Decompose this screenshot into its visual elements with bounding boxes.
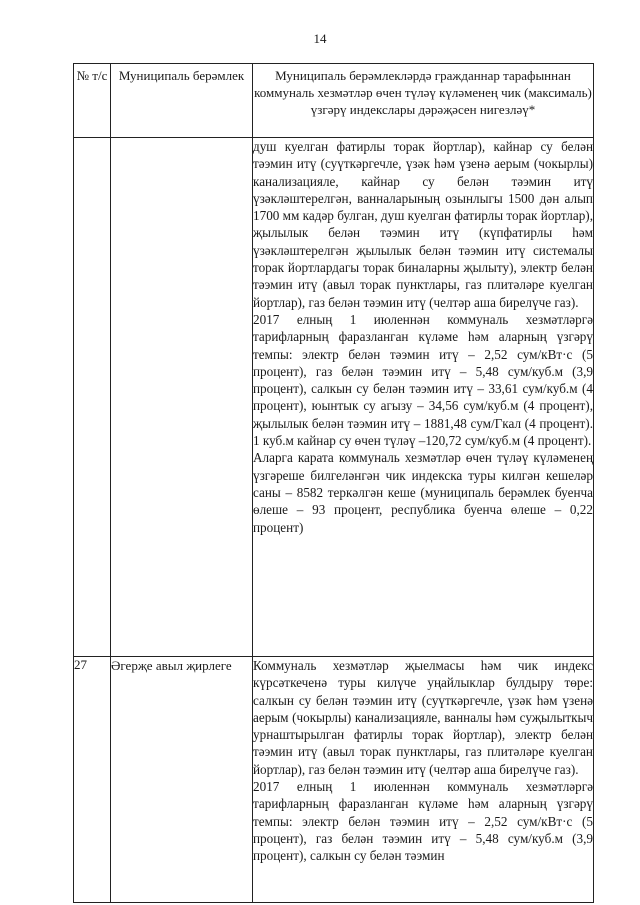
header-description: Муниципаль берәмлекләрдә гражданнар тарафыннан коммуналь хезмәтләр өчен түләү күләменең чик (максималь) үзгәрү индекслары дәрәҗәсен нигезләү* (253, 64, 594, 138)
row-description (253, 657, 594, 903)
paragraph: душ куелган фатирлы торак йортлар), кайнар су белән тәэмин итү (суүткәргечле, үзәк һәм үзенә аерым (чокырлы) канализацияле, кайнар су белән тәэмин итү үзәкләштерелгән, ванналарының озынлыгы 1500 дән алып 1700 мм кадәр булган, душ куелган фатирлы торак йортлар), җылылык белән тәэмин итү (күпфатирлы һәм үзәкләштерелгән җылылык белән тәэмин итү системалы торак йортлардагы торак биналарны җылыту), электр белән тәэмин итү (авыл торак пунктлары, газ плитәләре куелган йортлар), газ белән тәэмин итү (челтәр аша бирелүче газ). (253, 139, 593, 310)
table-header-row (74, 64, 594, 138)
row-municipality: Әгерҗе авыл җирлеге (111, 657, 253, 903)
row-description (253, 138, 594, 657)
paragraph: Коммуналь хезмәтләр җыелмасы һәм чик индекс күрсәткеченә туры килүче уңайлыклар булдыру төре: салкын су белән тәэмин итү (суүткәргечле, үзәк һәм үзенә аерым (чокырлы) канализацияле, ванналы һәм суҗылыткыч урнаштырылган фатирлы торак йортлар), электр белән тәэмин итү (авыл торак пунктлары, газ плитәләре куелган йортлар), газ белән тәэмин итү (челтәр аша бирелүче газ). (253, 658, 593, 777)
document-table (73, 63, 594, 903)
paragraph: Аларга карата коммуналь хезмәтләр өчен түләү күләменең үзгәреше билгеләнгән чик индекска туры килгән кешеләр саны – 8582 теркәлгән кеше (муниципаль берәмлек буенча өлеше – 93 процент, республика буенча өлеше – 0,22 процент) (253, 450, 593, 535)
header-number: № т/с (74, 64, 111, 138)
table-row (74, 657, 594, 903)
header-municipality: Муниципаль берәмлек (111, 64, 253, 138)
table-row (74, 138, 594, 657)
row-municipality (111, 138, 253, 657)
paragraph: 2017 елның 1 июленнән коммуналь хезмәтләргә тарифларның фаразланган күләме һәм аларның үзгәрү темпы: электр белән тәэмин итү – 2,52 сум/кВт·с (5 процент), газ белән тәэмин итү – 5,48 сум/куб.м (3,9 процент), салкын су белән тәэмин итү – 33,61 сум/куб.м (4 процент), юынтык су агызу – 34,56 сум/куб.м (4 процент), җылылык белән тәэмин итү – 1881,48 сум/Гкал (4 процент). 1 куб.м кайнар су өчен түләү –120,72 сум/куб.м (4 процент). (253, 311, 593, 449)
paragraph: 2017 елның 1 июленнән коммуналь хезмәтләргә тарифларның фаразланган күләме һәм аларның үзгәрү темпы: электр белән тәэмин итү – 2,52 сум/кВт·с (5 процент), газ белән тәэмин итү – 5,48 сум/куб.м (3,9 процент), салкын су белән тәэмин (253, 779, 593, 864)
page-number: 14 (313, 31, 327, 46)
row-number: 27 (74, 657, 111, 903)
row-number (74, 138, 111, 657)
